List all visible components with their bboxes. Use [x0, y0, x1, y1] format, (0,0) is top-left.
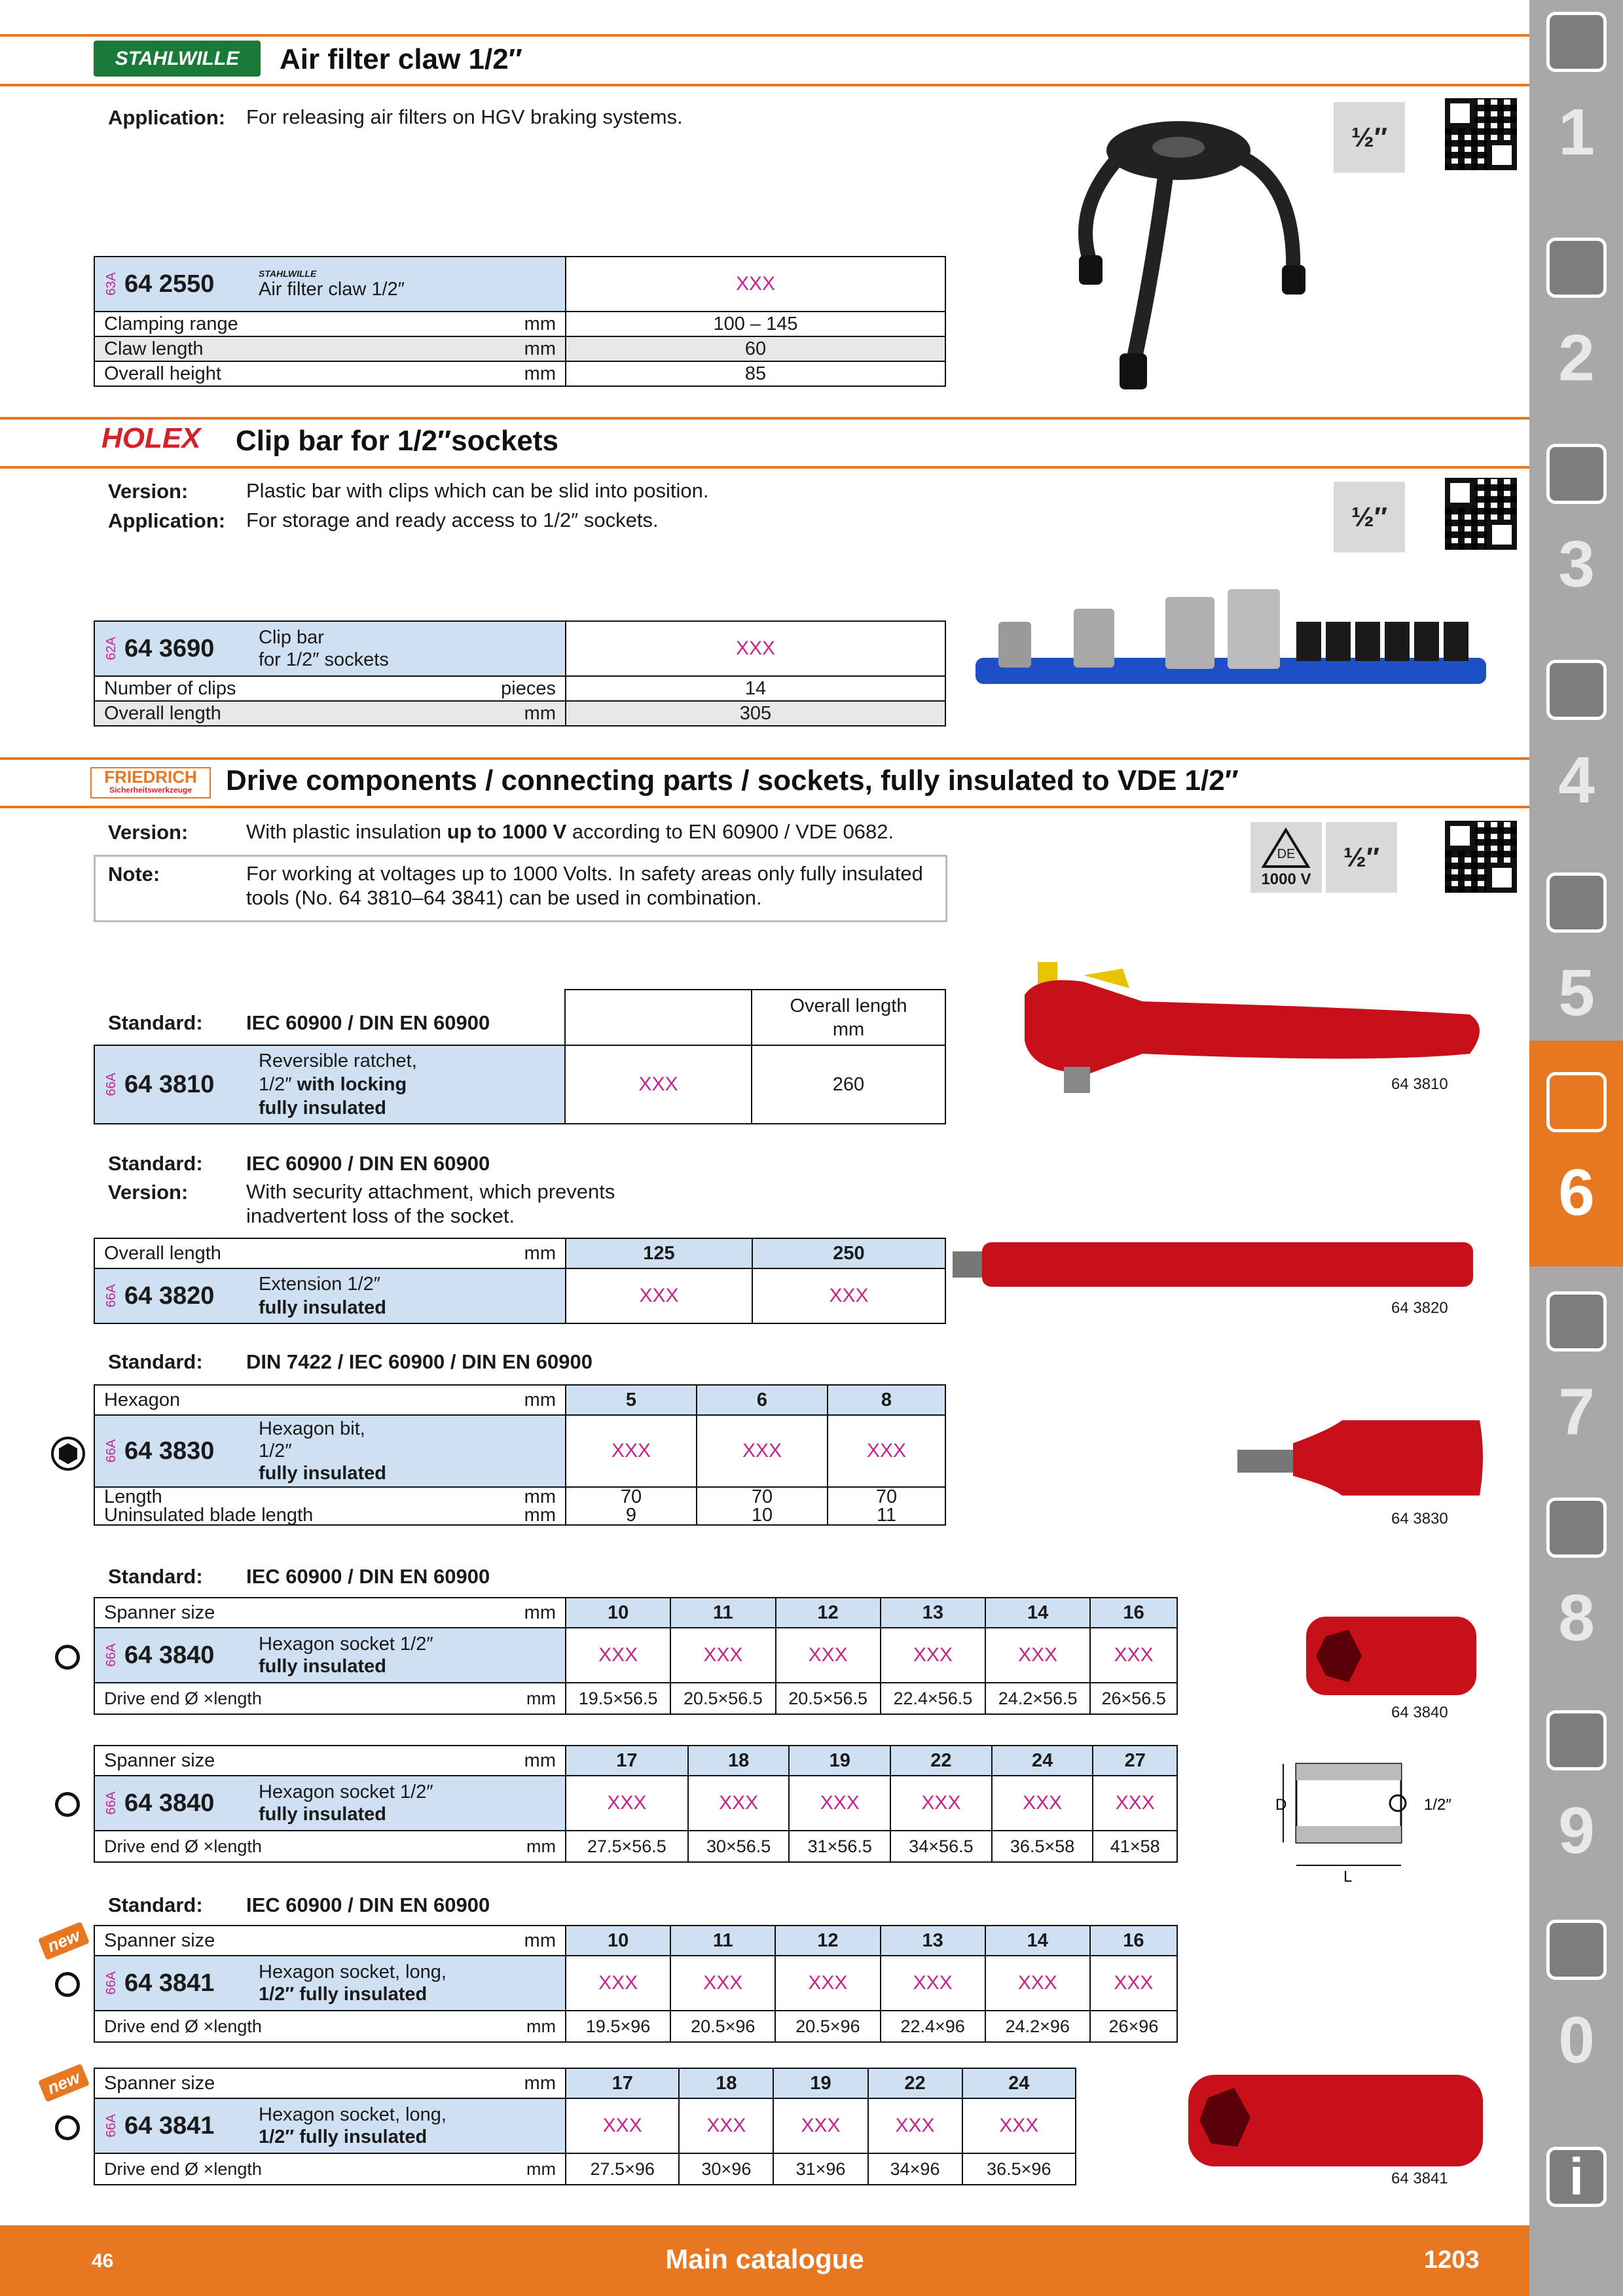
application-text: For releasing air filters on HGV braking systems. [246, 105, 683, 128]
header-label: Spanner size mm [94, 1746, 566, 1776]
price: XXX [1090, 1628, 1177, 1683]
chapter-tab-6[interactable]: 6 [1537, 1060, 1616, 1257]
product-table [94, 256, 946, 387]
section-rule [0, 466, 1529, 469]
chapter-tab-9[interactable]: 9 [1537, 1698, 1616, 1895]
air-filter-claw-image [1002, 111, 1342, 399]
size-header: 27 [1093, 1746, 1177, 1776]
price: XXX [670, 1956, 775, 2011]
size-header: 17 [566, 1746, 688, 1776]
product-table [94, 1238, 946, 1324]
size-header: 17 [566, 2068, 679, 2098]
version-text: With security attachment, which prevents [246, 1180, 615, 1203]
spec-value: 70 10 [697, 1487, 828, 1525]
spec-value: 19.5×56.5 [566, 1683, 670, 1714]
spec-row: Number of clips pieces [94, 676, 566, 701]
qr-code[interactable] [1445, 478, 1517, 550]
spec-value: 34×56.5 [890, 1831, 992, 1862]
group-code: 66A [104, 2114, 119, 2138]
standard-label: Standard: [108, 1893, 203, 1916]
spec-value: 27.5×96 [566, 2153, 679, 2185]
article-cell [94, 621, 566, 676]
footer-title: Main catalogue [665, 2244, 864, 2274]
chapter-tab-3[interactable]: 3 [1537, 432, 1616, 628]
article-cell: 66A 64 3840 Hexagon socket 1/2″ fully insulated [94, 1776, 566, 1831]
price: XXX [565, 1045, 752, 1124]
spec-value: 34×96 [868, 2153, 962, 2185]
note-text: For working at voltages up to 1000 Volts. In safety areas only fully insulated [246, 862, 923, 885]
spec-value: 100 – 145 [566, 312, 945, 336]
article-cell: 66A 64 3830 Hexagon bit, 1/2″ fully insulated [94, 1415, 566, 1487]
article-number[interactable]: 64 3810 [124, 1070, 215, 1098]
spec-row: Overall length mm [94, 701, 566, 726]
chapter-tab-0[interactable]: 0 [1537, 1908, 1616, 2104]
article-cell: 66A 64 3810 Reversible ratchet, 1/2″ with locking fully insulated [94, 1045, 565, 1124]
size-header: 250 [752, 1238, 945, 1268]
header-label: Spanner size mm [94, 2068, 566, 2098]
spec-row: Length mm Uninsulated blade length mm [94, 1487, 566, 1525]
article-number[interactable]: 64 3841 [124, 2111, 215, 2140]
group-code: 66A [104, 1643, 119, 1667]
price: XXX [985, 1628, 1090, 1683]
section-title: Clip bar for 1/2″sockets [236, 425, 559, 457]
spec-value: 24.2×56.5 [985, 1683, 1090, 1714]
chapter-tab-2[interactable]: 2 [1537, 226, 1616, 422]
spec-value: 19.5×96 [566, 2011, 670, 2042]
column-header: Overall length mm [752, 990, 945, 1045]
workbench-icon [1546, 1498, 1607, 1558]
drill-bit-icon [1546, 12, 1607, 72]
version-text: With plastic insulation up to 1000 V according to EN 60900 / VDE 0682. [246, 820, 894, 843]
size-header: 22 [890, 1746, 992, 1776]
hex-bit-image [1237, 1417, 1486, 1502]
spec-value: 26×56.5 [1090, 1683, 1177, 1714]
size-badge: ½″ [1334, 102, 1405, 173]
application-label: Application: [108, 106, 226, 129]
size-header: 24 [962, 2068, 1076, 2098]
product-table [94, 1597, 1178, 1715]
hex-socket-image [1300, 1610, 1483, 1702]
price: XXX [881, 1956, 985, 2011]
size-header: 12 [775, 1926, 880, 1956]
spec-value: 20.5×56.5 [776, 1683, 881, 1714]
size-header: 18 [679, 2068, 773, 2098]
stahlwille-logo: STAHLWILLE [94, 41, 261, 77]
price: XXX [773, 2098, 867, 2153]
spec-row: Overall height mm [94, 361, 566, 386]
price: XXX [752, 1268, 945, 1323]
price: XXX [688, 1776, 790, 1831]
price: XXX [1093, 1776, 1177, 1831]
product-table [94, 620, 946, 726]
price: XXX [828, 1415, 945, 1487]
price: XXX [962, 2098, 1076, 2153]
price: XXX [566, 1415, 697, 1487]
size-header: 14 [985, 1598, 1090, 1628]
size-header: 19 [789, 1746, 890, 1776]
spec-value: 31×96 [773, 2153, 867, 2185]
spec-row: Drive end Ø ×length mm [94, 2153, 566, 2185]
hexagon-socket-icon [55, 1972, 80, 1997]
wrench-icon [1546, 1072, 1607, 1132]
spec-row: Clamping range mm [94, 312, 566, 336]
price: XXX [566, 257, 945, 312]
insert-icon [1546, 238, 1607, 298]
article-number[interactable]: 64 3690 [124, 634, 215, 662]
group-code: 66A [104, 1073, 119, 1096]
spec-value: 36.5×96 [962, 2153, 1076, 2185]
spec-value: 26×96 [1090, 2011, 1177, 2042]
long-socket-image [1185, 2072, 1486, 2170]
size-header: 14 [985, 1926, 1090, 1956]
spec-row: Drive end Ø ×length mm [94, 1683, 566, 1714]
size-header: 125 [566, 1238, 752, 1268]
page-number-right: 1203 [1424, 2246, 1480, 2274]
price: XXX [789, 1776, 890, 1831]
standard-value: IEC 60900 / DIN EN 60900 [246, 1011, 490, 1034]
qr-code[interactable] [1445, 821, 1517, 893]
extension-image [953, 1230, 1489, 1296]
price: XXX [697, 1415, 828, 1487]
hexagon-socket-icon [55, 2115, 80, 2140]
note-text: tools (No. 64 3810–64 3841) can be used in combination. [246, 886, 762, 909]
vde-badge: DE 1000 V [1250, 822, 1322, 893]
version-label: Version: [108, 480, 189, 503]
group-code: 66A [104, 1439, 119, 1463]
standard-label: Standard: [108, 1565, 203, 1588]
group-code: 66A [104, 1971, 119, 1995]
section-rule [0, 757, 1529, 760]
svg-text:D: D [1275, 1796, 1287, 1814]
product-name: for 1/2″ sockets [259, 649, 389, 670]
header-label: Hexagon mm [94, 1385, 566, 1415]
article-cell: 66A 64 3841 Hexagon socket, long, 1/2″ fully insulated [94, 1956, 566, 2011]
spec-row: Drive end Ø ×length mm [94, 2011, 566, 2042]
hexagon-icon [51, 1437, 85, 1471]
image-caption: 64 3840 [1391, 1704, 1448, 1721]
article-cell: 66A 64 3820 Extension 1/2″ fully insulated [94, 1268, 566, 1323]
standard-label: Standard: [108, 1011, 203, 1034]
price: XXX [566, 1956, 670, 2011]
section-rule [0, 417, 1529, 420]
price: XXX [775, 1956, 880, 2011]
price: XXX [776, 1628, 881, 1683]
spec-value: 36.5×58 [992, 1831, 1093, 1862]
size-header: 13 [881, 1598, 985, 1628]
spec-value: 20.5×56.5 [670, 1683, 775, 1714]
size-header: 10 [566, 1598, 670, 1628]
size-badge: ½″ [1334, 482, 1405, 552]
spec-value: 70 11 [828, 1487, 945, 1525]
article-number[interactable]: 64 3820 [124, 1282, 215, 1310]
price: XXX [868, 2098, 962, 2153]
size-header: 16 [1090, 1598, 1177, 1628]
new-badge: new [38, 1922, 90, 1960]
overall-length: 260 [752, 1045, 945, 1124]
version-text: Plastic bar with clips which can be slid into position. [246, 479, 709, 502]
article-number[interactable]: 64 3841 [124, 1969, 215, 1997]
size-header: 16 [1090, 1926, 1177, 1956]
product-table [94, 1745, 1178, 1863]
article-cell: 66A 64 3840 Hexagon socket 1/2″ fully insulated [94, 1628, 566, 1683]
price: XXX [881, 1628, 985, 1683]
version-label: Version: [108, 821, 189, 844]
tool-holder-icon [1546, 444, 1607, 504]
price: XXX [566, 1776, 688, 1831]
page-number-left: 46 [92, 2250, 114, 2272]
size-header: 22 [868, 2068, 962, 2098]
hexagon-socket-icon [55, 1645, 80, 1670]
friedrich-logo: FRIEDRICH Sicherheitswerkzeuge [90, 767, 211, 798]
spec-value: 30×96 [679, 2153, 773, 2185]
size-header: 8 [828, 1385, 945, 1415]
chapter-tab-7[interactable]: 7 [1537, 1280, 1616, 1476]
size-header: 11 [670, 1926, 775, 1956]
price: XXX [1090, 1956, 1177, 2011]
article-cell: 66A 64 3841 Hexagon socket, long, 1/2″ fully insulated [94, 2098, 566, 2153]
price: XXX [890, 1776, 992, 1831]
clip-bar-image [969, 576, 1493, 707]
spec-value: 27.5×56.5 [566, 1831, 688, 1862]
size-header: 24 [992, 1746, 1093, 1776]
svg-text:L: L [1343, 1868, 1353, 1885]
product-table [94, 2068, 1076, 2185]
price: XXX [566, 621, 945, 676]
price: XXX [566, 1268, 752, 1323]
standard-value: DIN 7422 / IEC 60900 / DIN EN 60900 [246, 1350, 593, 1373]
new-badge: new [38, 2064, 90, 2102]
spec-value: 60 [566, 336, 945, 361]
size-header: 19 [773, 2068, 867, 2098]
standard-label: Standard: [108, 1350, 203, 1373]
section-title: Air filter claw 1/2″ [280, 43, 522, 75]
article-number[interactable]: 64 2550 [124, 270, 215, 298]
spec-value: 22.4×96 [881, 2011, 985, 2042]
product-table [94, 989, 946, 1124]
holex-logo: HOLEX [101, 422, 201, 454]
chapter-tab-1[interactable]: 1 [1537, 0, 1616, 196]
svg-text:1/2″: 1/2″ [1424, 1796, 1451, 1814]
spec-row: Drive end Ø ×length mm [94, 1831, 566, 1862]
spec-value: 70 9 [566, 1487, 697, 1525]
group-code: 62A [104, 637, 119, 660]
article-number[interactable]: 64 3840 [124, 1789, 215, 1817]
image-caption: 64 3830 [1391, 1510, 1448, 1528]
chapter-tab-4[interactable]: 4 [1537, 648, 1616, 844]
spec-row: Claw length mm [94, 336, 566, 361]
price: XXX [566, 1628, 670, 1683]
page-footer [0, 2225, 1529, 2296]
standard-value: IEC 60900 / DIN EN 60900 [246, 1152, 490, 1175]
article-number[interactable]: 64 3830 [124, 1437, 215, 1465]
image-caption: 64 3820 [1391, 1299, 1448, 1317]
application-text: For storage and ready access to 1/2″ sockets. [246, 509, 659, 531]
header-label: Overall length mm [94, 1238, 566, 1268]
section-title: Drive components / connecting parts / sockets, fully insulated to VDE 1/2″ [226, 764, 1239, 797]
standard-value: IEC 60900 / DIN EN 60900 [246, 1893, 490, 1916]
price: XXX [670, 1628, 775, 1683]
size-header: 18 [688, 1746, 790, 1776]
size-header: 12 [776, 1598, 881, 1628]
section-rule [0, 806, 1529, 808]
product-table [94, 1384, 946, 1526]
group-code: 66A [104, 1284, 119, 1308]
size-header: 6 [697, 1385, 828, 1415]
spec-value: 41×58 [1093, 1831, 1177, 1862]
spec-value: 30×56.5 [688, 1831, 790, 1862]
spec-value: 31×56.5 [789, 1831, 890, 1862]
spec-value: 14 [566, 676, 945, 701]
dimension-drawing [1270, 1754, 1467, 1885]
image-caption: 64 3810 [1391, 1075, 1448, 1093]
section-rule [0, 34, 1529, 37]
section-rule [0, 84, 1529, 86]
price: XXX [985, 1956, 1090, 2011]
size-header: 10 [566, 1926, 670, 1956]
spec-value: 22.4×56.5 [881, 1683, 985, 1714]
article-number[interactable]: 64 3840 [124, 1641, 215, 1669]
standard-label: Standard: [108, 1152, 203, 1175]
group-code: 66A [104, 1791, 119, 1815]
price: XXX [566, 2098, 679, 2153]
hexagon-socket-icon [55, 1792, 80, 1817]
standard-value: IEC 60900 / DIN EN 60900 [246, 1565, 490, 1588]
safety-icon [1546, 1920, 1607, 1980]
spec-value: 305 [566, 701, 945, 726]
size-badge: ½″ [1326, 822, 1397, 893]
pliers-hammer-icon [1546, 1291, 1607, 1352]
chapter-sidebar [1529, 0, 1623, 2296]
application-label: Application: [108, 509, 226, 532]
note-label: Note: [108, 863, 160, 886]
version-label: Version: [108, 1181, 189, 1204]
spec-value: 85 [566, 361, 945, 386]
chapter-tab-8[interactable]: 8 [1537, 1486, 1616, 1682]
price: XXX [679, 2098, 773, 2153]
qr-code[interactable] [1445, 98, 1517, 170]
mini-logo: STAHLWILLE [259, 268, 317, 279]
cabinet-icon [1546, 1710, 1607, 1770]
cutting-disc-icon [1546, 872, 1607, 933]
size-header: 13 [881, 1926, 985, 1956]
spec-value: 20.5×96 [670, 2011, 775, 2042]
spec-value: 24.2×96 [985, 2011, 1090, 2042]
image-caption: 64 3841 [1391, 2170, 1448, 2187]
caliper-icon [1546, 660, 1607, 720]
price: XXX [992, 1776, 1093, 1831]
info-icon[interactable]: i [1546, 2147, 1607, 2207]
product-name: Air filter claw 1/2″ [259, 278, 405, 300]
version-text: inadvertent loss of the socket. [246, 1204, 515, 1227]
product-name: Clip bar [259, 627, 324, 648]
size-header: 11 [670, 1598, 775, 1628]
product-table [94, 1925, 1178, 2043]
header-label: Spanner size mm [94, 1598, 566, 1628]
size-header: 5 [566, 1385, 697, 1415]
spec-value: 20.5×96 [775, 2011, 880, 2042]
chapter-tab-5[interactable]: 5 [1537, 861, 1616, 1057]
header-label: Spanner size mm [94, 1926, 566, 1956]
article-cell [94, 257, 566, 312]
group-code: 63A [104, 272, 119, 296]
